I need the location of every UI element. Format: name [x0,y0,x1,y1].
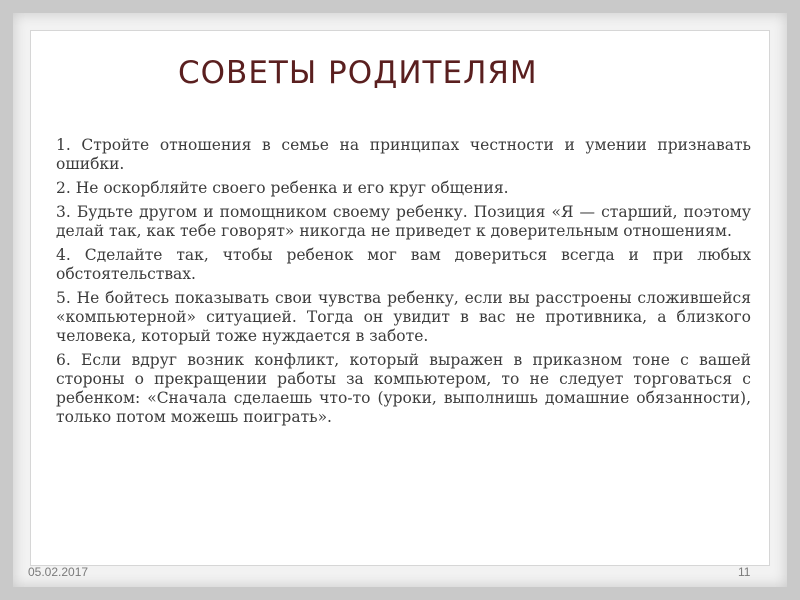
list-item: 4. Сделайте так, чтобы ребенок мог вам довериться всегда и при любых обстоятельствах. [56,246,751,283]
footer-date: 05.02.2017 [28,565,89,579]
slide-number: 11 [738,565,751,579]
list-item: 2. Не оскорбляйте своего ребенка и его круг общения. [56,179,509,197]
advice-list [56,136,751,432]
slide-title: СОВЕТЫ РОДИТЕЛЯМ [178,55,538,91]
list-item: 6. Если вдруг возник конфликт, который выражен в приказном тоне с вашей стороны о прекращении работы за компьютером, то не следует торговаться с ребенком: «Сначала сделаешь что-то (уроки, выполнишь домашние обязанности), только потом можешь поиграть». [56,351,751,426]
list-item: 3. Будьте другом и помощником своему ребенку. Позиция «Я — старший, поэтому делай так, как тебе говорят» никогда не приведет к доверительным отношениям. [56,203,751,240]
list-item: 1. Стройте отношения в семье на принципах честности и умении признавать ошибки. [56,136,751,173]
list-item: 5. Не бойтесь показывать свои чувства ребенку, если вы расстроены сложившейся «компьютерной» ситуацией. Тогда он увидит в вас не противника, а близкого человека, который тоже нуждается в заботе. [56,289,751,345]
